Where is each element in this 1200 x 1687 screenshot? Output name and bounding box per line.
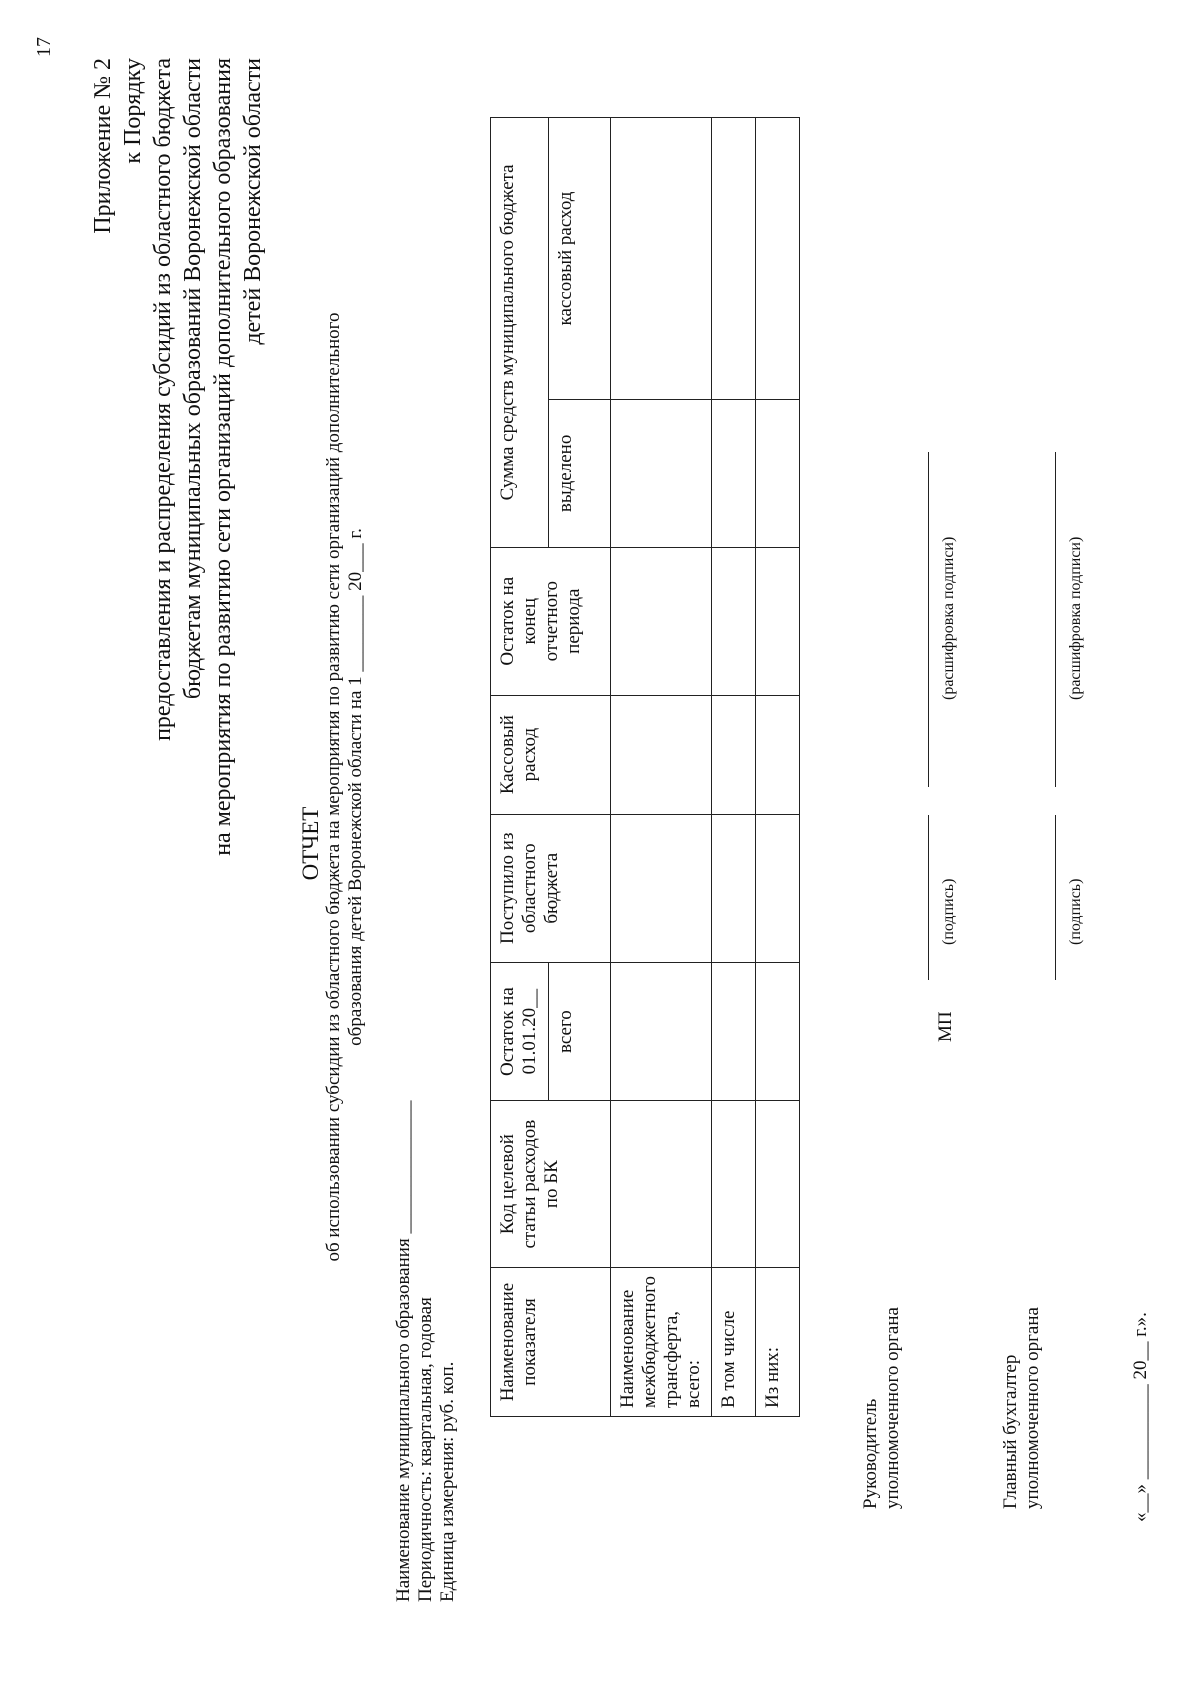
report-table xyxy=(490,117,800,1417)
header-municipal-sum: Сумма средств муниципального бюджета xyxy=(491,118,549,548)
date-line: «__» __________ 20__ г.». xyxy=(1130,1312,1151,1522)
header-allocated: выделено xyxy=(549,400,611,548)
table-cell xyxy=(712,695,756,814)
row-label: Из них: xyxy=(756,1268,800,1417)
decoding-caption: (расшифровка подписи) xyxy=(1067,536,1084,700)
table-cell xyxy=(756,400,800,548)
row-label: В том числе xyxy=(712,1268,756,1417)
table-cell xyxy=(756,695,800,814)
page-number: 17 xyxy=(33,37,55,57)
header-balance-start-total: всего xyxy=(549,962,611,1100)
appendix-line-2: к Порядку xyxy=(120,58,146,164)
appendix-line-3: предоставления и распределения субсидий из областного бюджета xyxy=(150,58,176,741)
accountant-signatory xyxy=(1000,1307,1044,1509)
decoding-line xyxy=(1055,452,1056,787)
table-row xyxy=(611,118,712,1417)
table-cell xyxy=(712,814,756,962)
accountant-title-line-1: Главный бухгалтер xyxy=(1000,1354,1021,1509)
table-cell xyxy=(712,400,756,548)
report-subtitle xyxy=(323,237,367,1337)
report-subtitle-line-1: об использовании субсидии из областного бюджета на мероприятия по развитию сети организаций дополнительного xyxy=(323,312,344,1262)
table-cell xyxy=(756,547,800,695)
stamp-label: МП xyxy=(935,1011,956,1042)
table-cell xyxy=(712,547,756,695)
header-received: Поступило из областного бюджета xyxy=(491,814,611,962)
table-cell xyxy=(712,118,756,400)
head-title-line-2: уполномоченного органа xyxy=(882,1307,903,1509)
table-row xyxy=(712,118,756,1417)
table-cell xyxy=(712,962,756,1100)
periodicity-label: Периодичность: квартальная, годовая xyxy=(415,1297,436,1602)
signature-line xyxy=(928,815,929,980)
unit-label: Единица измерения: руб. коп. xyxy=(437,1361,458,1602)
table-cell xyxy=(611,118,712,400)
table-cell xyxy=(611,1101,712,1268)
table-cell xyxy=(611,695,712,814)
decoding-line xyxy=(928,452,929,787)
report-meta xyxy=(393,1101,459,1602)
table-cell xyxy=(712,1101,756,1268)
table-cell xyxy=(611,400,712,548)
signature-caption: (подпись) xyxy=(1067,878,1084,945)
header-cash-expense: Кассовый расход xyxy=(491,695,611,814)
table-cell xyxy=(756,814,800,962)
head-title-line-1: Руководитель xyxy=(860,1398,881,1509)
appendix-line-4: бюджетам муниципальных образований Воронежской области xyxy=(180,58,206,700)
appendix-line-5: на мероприятия по развитию сети организаций дополнительного образования xyxy=(210,58,236,856)
table-row xyxy=(756,118,800,1417)
header-balance-start: Остаток на 01.01.20__ xyxy=(491,962,549,1100)
header-code: Код целевой статьи расходов по БК xyxy=(491,1101,611,1268)
appendix-block xyxy=(88,58,268,856)
table-cell xyxy=(611,547,712,695)
appendix-line-6: детей Воронежской области xyxy=(240,58,266,345)
table-cell xyxy=(756,118,800,400)
table-cell xyxy=(611,962,712,1100)
header-indicator: Наименование показателя xyxy=(491,1268,611,1417)
report-title: ОТЧЕТ xyxy=(298,806,323,881)
signature-caption: (подпись) xyxy=(940,878,957,945)
header-balance-end: Остаток на конец отчетного периода xyxy=(491,547,611,695)
row-label: Наименование межбюджетного трансферта, всего: xyxy=(611,1268,712,1417)
table-cell xyxy=(756,1101,800,1268)
signature-line xyxy=(1055,815,1056,980)
report-subtitle-line-2: образования детей Воронежской области на 1 ________ 20___ г. xyxy=(345,528,366,1046)
accountant-title-line-2: уполномоченного органа xyxy=(1022,1307,1043,1509)
table-cell xyxy=(756,962,800,1100)
municipality-label: Наименование муниципального образования ______________ xyxy=(393,1100,414,1602)
decoding-caption: (расшифровка подписи) xyxy=(940,536,957,700)
head-signatory xyxy=(860,1307,904,1509)
appendix-line-1: Приложение № 2 xyxy=(90,58,116,234)
header-municipal-cash-expense: кассовый расход xyxy=(549,118,611,400)
table-cell xyxy=(611,814,712,962)
